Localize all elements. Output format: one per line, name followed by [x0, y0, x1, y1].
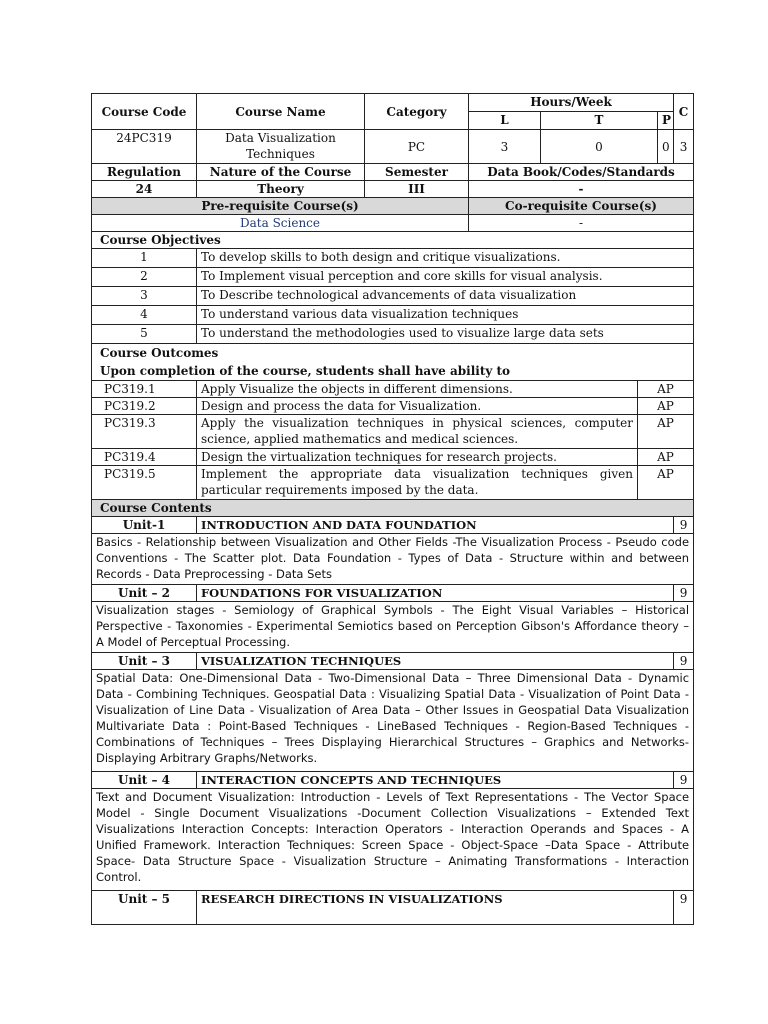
outcome-level: AP — [638, 415, 694, 449]
unit-number: Unit – 2 — [92, 585, 197, 602]
objective-number: 5 — [92, 325, 197, 344]
syllabus-table — [91, 93, 694, 925]
credits-value: 3 — [674, 130, 694, 164]
unit-hours: 9 — [674, 585, 694, 602]
outcome-row — [92, 381, 694, 398]
unit-body: Text and Document Visualization: Introduction - Levels of Text Representations - The Vector Space Model - Single Document Visualizations -Document Collection Visualizations – Extended Text Visualizations Interaction Concepts: Interaction Operators - Interaction Operands and Spaces - A Unified Framework. Interaction Techniques: Screen Space - Object-Space –Data Space - Attribute Space- Data Structure Space - Visualization Structure – Animating Transformations - Interaction Control. — [92, 789, 694, 891]
corequisite-header: Co-requisite Course(s) — [469, 198, 694, 215]
objective-text: To Implement visual perception and core skills for visual analysis. — [197, 268, 694, 287]
unit-header-row — [92, 891, 694, 925]
outcome-level: AP — [638, 398, 694, 415]
credits-header: C — [674, 94, 694, 130]
tutorial-header: T — [541, 112, 658, 130]
outcome-text: Apply the visualization techniques in physical sciences, computer science, applied mathematics and medical sciences. — [197, 415, 638, 449]
category-header: Category — [365, 94, 469, 130]
nature-value: Theory — [197, 181, 365, 198]
outcome-text: Design and process the data for Visualization. — [197, 398, 638, 415]
unit-title: VISUALIZATION TECHNIQUES — [197, 653, 674, 670]
unit-hours: 9 — [674, 891, 694, 925]
outcome-level: AP — [638, 466, 694, 500]
outcomes-intro: Upon completion of the course, students shall have ability to — [100, 364, 511, 378]
objective-row — [92, 325, 694, 344]
course-name-value: Data Visualization Techniques — [197, 130, 365, 164]
objective-row — [92, 249, 694, 268]
unit-body: Spatial Data: One-Dimensional Data - Two-Dimensional Data – Three Dimensional Data - Dynamic Data - Combining Techniques. Geospatial Data : Visualizing Spatial Data - Visualization of Point Data -Visualization of Line Data - Visualization of Area Data – Other Issues in Geospatial Data Visualization Multivariate Data : Point-Based Techniques - LineBased Techniques - Region-Based Techniques - Combinations of Techniques – Trees Displaying Hierarchical Structures – Graphics and Networks- Displaying Arbitrary Graphs/Networks. — [92, 670, 694, 772]
nature-header: Nature of the Course — [197, 164, 365, 181]
regulation-value: 24 — [92, 181, 197, 198]
databook-header: Data Book/Codes/Standards — [469, 164, 694, 181]
unit-number: Unit – 4 — [92, 772, 197, 789]
regulation-header: Regulation — [92, 164, 197, 181]
course-code-header: Course Code — [92, 94, 197, 130]
outcome-text: Apply Visualize the objects in different dimensions. — [197, 381, 638, 398]
unit-body: Basics - Relationship between Visualization and Other Fields -The Visualization Process - Pseudo code Conventions - The Scatter plot. Data Foundation - Types of Data - Structure within and between Records - Data Preprocessing - Data Sets — [92, 534, 694, 585]
prerequisite-value: Data Science — [92, 215, 469, 232]
outcome-row — [92, 466, 694, 500]
unit-title: INTRODUCTION AND DATA FOUNDATION — [197, 517, 674, 534]
outcome-code: PC319.1 — [92, 381, 197, 398]
objectives-header: Course Objectives — [92, 232, 694, 249]
outcome-row — [92, 398, 694, 415]
outcome-row — [92, 449, 694, 466]
corequisite-value: - — [469, 215, 694, 232]
unit-hours: 9 — [674, 653, 694, 670]
category-value: PC — [365, 130, 469, 164]
unit-number: Unit – 5 — [92, 891, 197, 925]
hours-week-header: Hours/Week — [469, 94, 674, 112]
prerequisite-header: Pre-requisite Course(s) — [92, 198, 469, 215]
objective-number: 2 — [92, 268, 197, 287]
unit-hours: 9 — [674, 772, 694, 789]
semester-value: III — [365, 181, 469, 198]
contents-header: Course Contents — [92, 500, 694, 517]
unit-title: FOUNDATIONS FOR VISUALIZATION — [197, 585, 674, 602]
unit-number: Unit-1 — [92, 517, 197, 534]
unit-header-row — [92, 585, 694, 602]
outcome-text: Implement the appropriate data visualization techniques given particular requirements imposed by the data. — [197, 466, 638, 500]
outcome-row — [92, 415, 694, 449]
practical-header: P — [658, 112, 674, 130]
outcome-code: PC319.5 — [92, 466, 197, 500]
unit-title: INTERACTION CONCEPTS AND TECHNIQUES — [197, 772, 674, 789]
objective-text: To understand various data visualization techniques — [197, 306, 694, 325]
outcomes-label: Course Outcomes — [100, 346, 219, 360]
semester-header: Semester — [365, 164, 469, 181]
practical-value: 0 — [658, 130, 674, 164]
outcome-code: PC319.2 — [92, 398, 197, 415]
objective-row — [92, 287, 694, 306]
unit-title: RESEARCH DIRECTIONS IN VISUALIZATIONS — [197, 891, 674, 925]
objective-row — [92, 306, 694, 325]
objective-text: To understand the methodologies used to visualize large data sets — [197, 325, 694, 344]
lecture-header: L — [469, 112, 541, 130]
unit-number: Unit – 3 — [92, 653, 197, 670]
course-code-value: 24PC319 — [92, 130, 197, 164]
outcome-text: Design the virtualization techniques for research projects. — [197, 449, 638, 466]
objective-number: 4 — [92, 306, 197, 325]
unit-hours: 9 — [674, 517, 694, 534]
unit-body: Visualization stages - Semiology of Graphical Symbols - The Eight Visual Variables – Historical Perspective - Taxonomies - Experimental Semiotics based on Perception Gibson's Affordance theory – A Model of Perceptual Processing. — [92, 602, 694, 653]
outcome-code: PC319.4 — [92, 449, 197, 466]
unit-header-row — [92, 517, 694, 534]
outcome-level: AP — [638, 381, 694, 398]
databook-value: - — [469, 181, 694, 198]
objective-row — [92, 268, 694, 287]
outcome-code: PC319.3 — [92, 415, 197, 449]
objective-text: To develop skills to both design and critique visualizations. — [197, 249, 694, 268]
unit-header-row — [92, 653, 694, 670]
objective-text: To Describe technological advancements of data visualization — [197, 287, 694, 306]
tutorial-value: 0 — [541, 130, 658, 164]
objective-number: 1 — [92, 249, 197, 268]
outcomes-header — [92, 344, 694, 381]
outcome-level: AP — [638, 449, 694, 466]
course-syllabus-document — [91, 93, 693, 925]
course-name-header: Course Name — [197, 94, 365, 130]
objective-number: 3 — [92, 287, 197, 306]
unit-header-row — [92, 772, 694, 789]
lecture-value: 3 — [469, 130, 541, 164]
